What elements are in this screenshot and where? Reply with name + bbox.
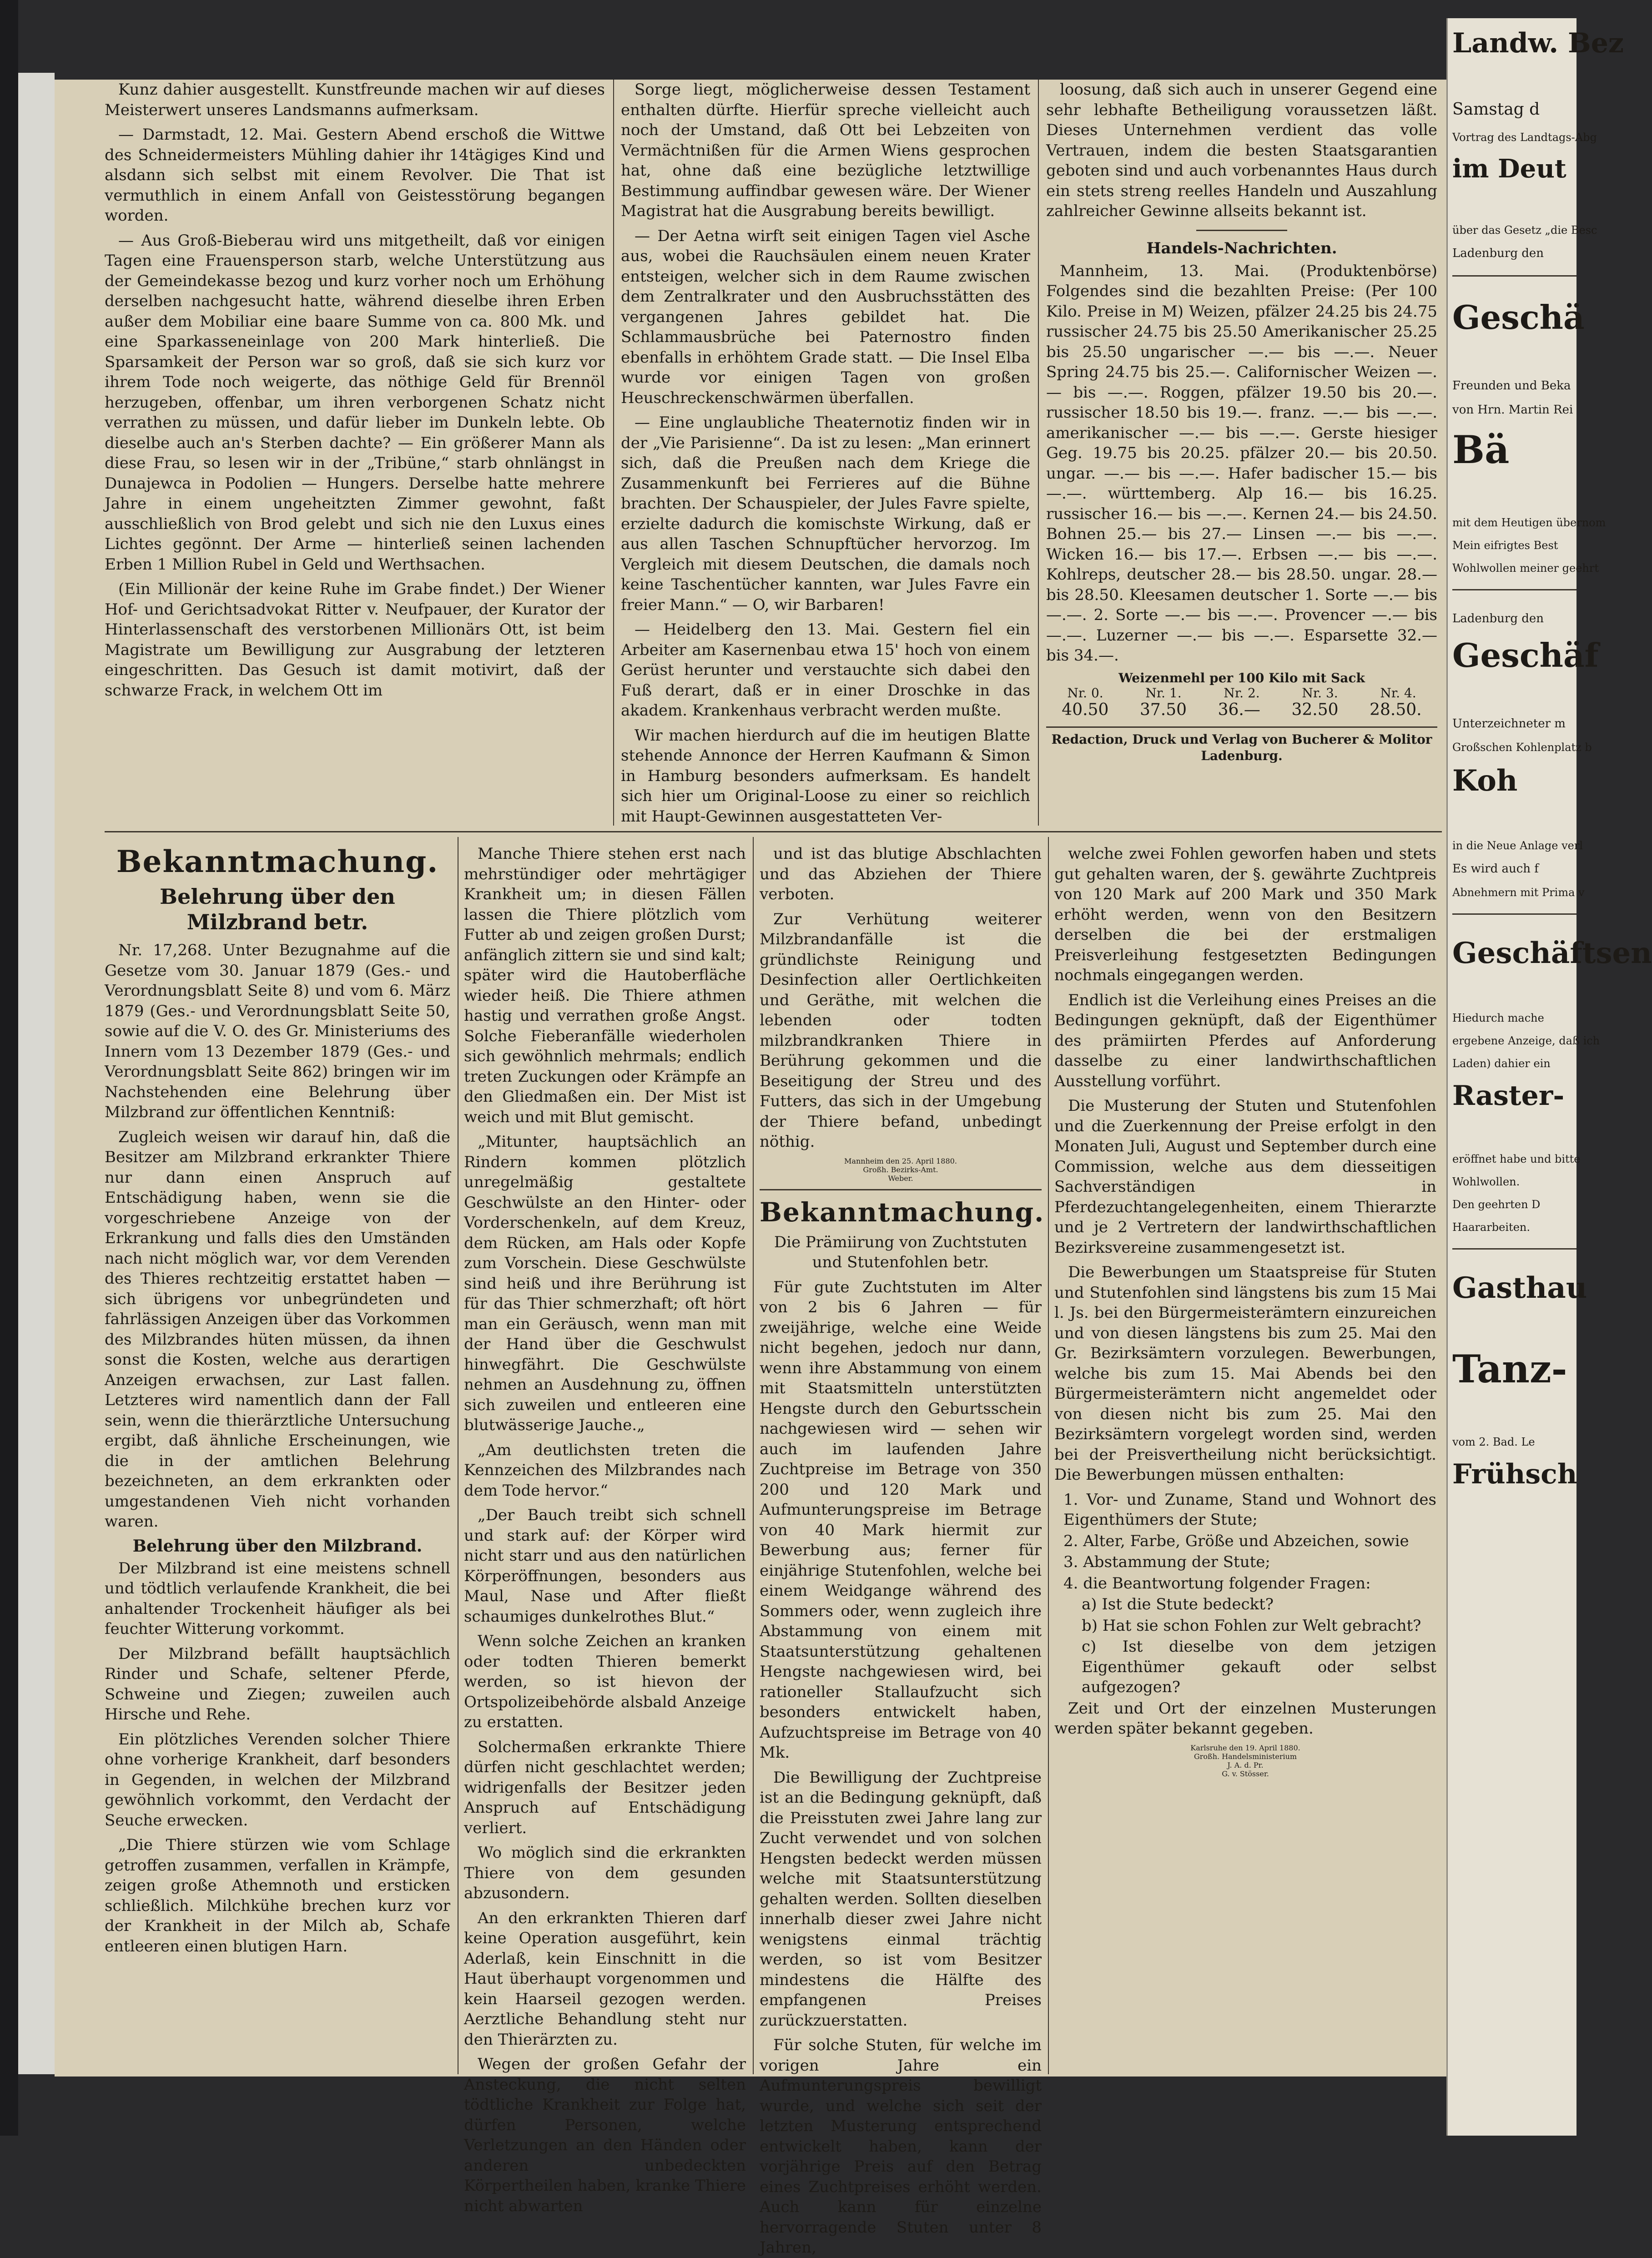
- flour-table-headers: [1046, 685, 1437, 701]
- adjacent-page-text: Freunden und Beka: [1452, 379, 1571, 393]
- adjacent-page-text: Koh: [1452, 764, 1518, 798]
- requirement-list-item: a) Ist die Stute bedeckt?: [1082, 1595, 1274, 1613]
- article-paragraph: Kunz dahier ausgestellt. Kunstfreunde machen wir auf dieses Meisterwert unseres Landsmanns aufmerksam.: [105, 81, 610, 119]
- adjacent-page-text: eröffnet habe und bitte: [1452, 1153, 1581, 1165]
- flour-table-value: 37.50: [1139, 700, 1187, 719]
- adjacent-page-text: Laden) dahier ein: [1452, 1057, 1551, 1070]
- adjacent-page-text: über das Gesetz „die Besc: [1452, 224, 1597, 237]
- notice-paragraph: Für solche Stuten, für welche im vorigen Jahre ein Aufmunterungspreis bewilligt wurde, und welche sich seit der letzten Musterung entsprechend entwickelt haben, kann der vorjährige Preis auf den Betrag eines Zuchtpreises erhöht werden. Auch kann für einzelne hervorragende Stuten unter 8 Jahren,: [760, 2036, 1047, 2257]
- bottom-column-3: [760, 844, 1047, 2257]
- adjacent-page-text: Es wird auch f: [1452, 862, 1539, 876]
- adjacent-page-text: Landw. Bez: [1452, 27, 1624, 59]
- adjacent-page-text: von Hrn. Martin Rei: [1452, 403, 1573, 417]
- adjacent-page-rule: [1452, 1248, 1576, 1250]
- notice-paragraph: Die Bewerbungen um Staatspreise für Stuten und Stutenfohlen sind längstens bis zum 15 Mai l. Js. bei den Bürgermeisterämtern einzureichen und von diesen längstens bis zum 25. Mai den Gr. Bezirksämtern vorzulegen. Bewerbungen, welche bis zum 15. Mai Abends bei den Bürgermeisterämtern nicht angemeldet oder von diesen nicht bis zum 25. Mai den Bezirksämtern vorgelegt worden sind, werden bei der Preisvertheilung nicht berücksichtigt. Die Bewerbungen müssen enthalten:: [1054, 1263, 1441, 1484]
- article-paragraph: — Eine unglaubliche Theaternotiz finden wir in der „Vie Parisienne“. Da ist zu lesen: „Man erinnert sich, daß die Preußen nach dem Kriege die Zusammenkunft bei Ferrieres auf die Bühne brachten. Der Schauspieler, der Jules Favre spielte, erzielte dadurch die komischste Wirkung, daß er aus allen Taschen Schnupftücher hervorzog. Im Vergleich mit diesem Deutschen, die damals noch keine Taschentücher kannten, war Jules Favre ein freier Mann.“ — O, wir Barbaren!: [621, 413, 1035, 614]
- requirement-list-item: 3. Abstammung der Stute;: [1063, 1553, 1270, 1571]
- flour-table-value: 36.—: [1218, 700, 1260, 719]
- column-divider: [613, 80, 614, 826]
- notice1-authority: Großh. Bezirks-Amt.: [863, 1165, 938, 1174]
- notice-paragraph: Ein plötzliches Verenden solcher Thiere ohne vorherige Krankheit, darf besonders in Gegenden, in welchen der Milzbrand gewöhnlich vorkommt, den Verdacht der Seuche erwecken.: [105, 1730, 455, 1830]
- flour-table-header: Nr. 3.: [1302, 685, 1338, 701]
- notice-paragraph: An den erkrankten Thieren darf keine Operation ausgeführt, kein Aderlaß, kein Einschnitt in die Haut überhaupt vorgenommen und kein Haarseil gezogen werden. Aerztliche Behandlung steht nur den Thierärzten zu.: [464, 1909, 751, 2049]
- top-column-3: [1046, 80, 1442, 826]
- notice-paragraph: Der Milzbrand befällt hauptsächlich Rinder und Schafe, seltener Pferde, Schweine und Ziegen; zuweilen auch Hirsche und Rehe.: [105, 1644, 455, 1724]
- notice-paragraph: Wenn solche Zeichen an kranken oder todten Thieren bemerkt werden, so ist hievon der Ortspolizeibehörde alsbald Anzeige zu erstatten.: [464, 1632, 751, 1731]
- notice2-abbr: J. A. d. Pr.: [1227, 1760, 1264, 1769]
- requirement-list-item: 2. Alter, Farbe, Größe und Abzeichen, sowie: [1063, 1532, 1409, 1550]
- adjacent-page-text: Abnehmern mit Prima v: [1452, 886, 1585, 899]
- adjacent-page-fragment: [1446, 18, 1652, 2136]
- article-paragraph: Wir machen hierdurch auf die im heutigen Blatte stehende Annonce der Herren Kaufmann & Simon in Hamburg besonders aufmerksam. Es handelt sich hier um Original-Loose zu einer so reichlich mit Haupt-Gewinnen ausgestatteten Ver-: [621, 726, 1035, 826]
- notice-paragraph: „Am deutlichsten treten die Kennzeichen des Milzbrandes nach dem Tode hervor.“: [464, 1441, 751, 1500]
- notice-paragraph: Zugleich weisen wir darauf hin, daß die Besitzer am Milzbrand erkrankter Thiere nur dann einen Anspruch auf Entschädigung haben, wenn sie die vorgeschriebene Anzeige von der Erkrankung und falls dies den Umständen nach nicht möglich war, vor dem Verenden des Thieres rechtzeitig erstattet haben — sich übrigens vor unbegründeten und fahrlässigen Anzeigen über das Vorkommen des Milzbrandes hüten müssen, da ihnen sonst die Kosten, welche aus derartigen Anzeigen erwachsen, zur Last fallen. Letzteres wird namentlich dann der Fall sein, wenn die thierärztliche Untersuchung ergibt, daß ähnliche Erscheinungen, wie die in der amtlichen Belehrung bezeichneten, an dem erkrankten oder umgestandenen Vieh nicht vorhanden waren.: [105, 1128, 455, 1531]
- adjacent-page-text: Wohlwollen.: [1452, 1175, 1520, 1188]
- notice-paragraph: Für gute Zuchtstuten im Alter von 2 bis 6 Jahren — für zweijährige, welche eine Weide nicht begehen, jedoch nur dann, wenn ihre Abstammung von einem mit Staatsmitteln unterstützten Hengste durch den Geburtsschein nachgewiesen wird — sehen wir auch im laufenden Jahre Zuchtpreise im Betrage von 350 200 und 120 Mark und Aufmunterungspreise im Betrage von 40 Mark hiermit zur Bewerbung aus; ferner für einjährige Stutenfohlen, welche bei einem Weidgange während des Sommers oder, wenn zugleich ihre Abstammung von einem mit Staatsunterstützung gehaltenen Hengste nachgewiesen wird, bei rationeller Stallaufzucht sich besonders entwickelt haben, Aufzuchtspreise im Betrage von 40 Mk.: [760, 1278, 1047, 1762]
- requirement-list-item: c) Ist dieselbe von dem jetzigen Eigenthümer gekauft oder selbst aufgezogen?: [1082, 1638, 1441, 1696]
- adjacent-page-text: Unterzeichneter m: [1452, 717, 1566, 731]
- adjacent-page-text: ergebene Anzeige, daß ich: [1452, 1034, 1600, 1047]
- notice-paragraph: Zur Verhütung weiterer Milzbrandanfälle ist die gründlichste Reinigung und Desinfection aller Oertlichkeiten und Geräthe, mit welchen die lebenden oder todten milzbrandkranken Thiere in Berührung gekommen und die Beseitigung der Streu und des Futters, das sich in der Umgebung der Thiere befand, unbedingt nöthig.: [760, 910, 1047, 1151]
- adjacent-page-text: in die Neue Anlage verl: [1452, 839, 1583, 852]
- adjacent-page-text: Großschen Kohlenplatz b: [1452, 741, 1592, 754]
- column-divider: [1038, 80, 1039, 826]
- notice2-title: Bekanntmachung.: [760, 1196, 1045, 1228]
- notice1-subtitle: Belehrung über den Milzbrand betr.: [160, 884, 395, 934]
- adjacent-page-text: Samstag d: [1452, 100, 1540, 119]
- article-paragraph: Sorge liegt, möglicherweise dessen Testament enthalten dürfte. Hierfür spreche vielleicht auch noch der Umstand, daß Ott bei Lebzeiten von Vermächtnißen für die Armen Wiens gesprochen hat, ohne daß eine bezügliche letztwillige Bestimmung auffindbar gewesen wäre. Der Wiener Magistrat hat die Ausgrabung bereits bewilligt.: [621, 81, 1035, 220]
- notice1-date: Mannheim den 25. April 1880.: [844, 1156, 957, 1165]
- adjacent-page-text: Vortrag des Landtags-Abg: [1452, 131, 1597, 144]
- column-divider: [753, 837, 754, 2074]
- adjacent-page-text: Haararbeiten.: [1452, 1221, 1530, 1234]
- notice2-signer: G. v. Stösser.: [1222, 1769, 1269, 1778]
- notice-paragraph: Wo möglich sind die erkrankten Thiere von dem gesunden abzusondern.: [464, 1844, 751, 1902]
- notice-paragraph: Manche Thiere stehen erst nach mehrstündiger oder mehrtägiger Krankheit um; in diesen Fällen lassen die Thiere plötzlich vom Futter ab und zeigen großen Durst; anfänglich zittern sie und sind kalt; später wird die Hautoberfläche wieder heiß. Die Thiere athmen hastig und verrathen große Angst. Solche Fieberanfälle wiederholen sich gewöhnlich mehrmals; endlich treten Zuckungen oder Krämpfe an den Gliedmaßen ein. Der Mist ist weich und mit Blut gemischt.: [464, 845, 751, 1126]
- requirement-list-item: 4. die Beantwortung folgender Fragen:: [1063, 1574, 1371, 1593]
- adjacent-page-text: Geschäftsen: [1452, 936, 1652, 970]
- flour-table-header: Nr. 0.: [1067, 685, 1103, 701]
- flour-table-value: 32.50: [1291, 700, 1339, 719]
- section-rule: [1196, 230, 1287, 231]
- belehrung-title: Belehrung über den Milzbrand.: [132, 1536, 423, 1556]
- notice2-authority: Großh. Handelsministerium: [1194, 1752, 1297, 1761]
- adjacent-page-text: Hiedurch mache: [1452, 1012, 1544, 1024]
- adjacent-page-text: Gasthau: [1452, 1271, 1587, 1305]
- flour-table-value: 40.50: [1062, 700, 1109, 719]
- top-column-1: [105, 80, 610, 821]
- adjacent-page-text: Den geehrten D: [1452, 1198, 1541, 1211]
- notice-paragraph: Die Musterung der Stuten und Stutenfohlen und die Zuerkennung der Preise erfolgt in den Monaten Juli, August und September durch eine Commission, welche aus dem diesseitigen Sachverständigen in Pferdezuchtangelegenheiten, einem Thierarzte und je 2 Vertretern der landwirthschaftlichen Bezirksvereine zusammengesetzt ist.: [1054, 1097, 1441, 1257]
- flour-table-value: 28.50.: [1370, 700, 1422, 719]
- article-paragraph: — Aus Groß-Bieberau wird uns mitgetheilt, daß vor einigen Tagen eine Frauensperson starb, welche Unterstützung aus der Gemeindekasse bezog und kurz vorher noch um Erhöhung derselben nachgesucht hatte, während dieselbe ihren Erben außer dem Mobiliar eine baare Summe von ca. 800 Mk. und eine Sparkasseneinlage von 200 Mark hinterließ. Die Sparsamkeit der Person war so groß, daß sie sich kurz vor ihrem Tode noch weigerte, das nöthige Geld für Brennöl herzugeben, offenbar, um ihren verborgenen Schatz nicht verrathen zu müssen, und dafür lieber im Dunkeln lebte. Ob dieselbe auch an's Sterben dachte? — Ein größerer Mann als diese Frau, so lesen wir in der „Tribüne,“ starb ohnlängst in Dunajewca in Podolien — Hungers. Derselbe hatte mehrere Jahre in einem ungeheitzten Zimmer gewohnt, faßt ausschließlich von Brod gelebt und sich nie den Luxus eines Lichtes gegönnt. Der Arme — hinterließ seinen lachenden Erben 1 Million Rubel in Geld und Werthsachen.: [105, 231, 610, 574]
- adjacent-page-rule: [1452, 275, 1576, 277]
- adjacent-page-text: Tanz-: [1452, 1346, 1567, 1391]
- bottom-column-1: [105, 844, 455, 2072]
- notice-paragraph: und ist das blutige Abschlachten und das Abziehen der Thiere verboten.: [760, 845, 1047, 903]
- flour-table-header: Nr. 4.: [1380, 685, 1416, 701]
- article-paragraph: — Heidelberg den 13. Mai. Gestern fiel ein Arbeiter am Kasernenbau etwa 15' hoch von einem Gerüst herunter und verstauchte sich dabei den Fuß derart, daß er in einer Droschke in das akadem. Krankenhaus verbracht werden mußte.: [621, 620, 1035, 720]
- bottom-column-4: [1054, 844, 1441, 2072]
- adjacent-page-rule: [1452, 913, 1576, 915]
- article-paragraph: loosung, daß sich auch in unserer Gegend eine sehr lebhafte Betheiligung voraussetzen läßt. Dieses Unternehmen verdient das volle Vertrauen, indem die besten Staatsgarantien geboten sind und auch vorbenanntes Haus durch ein stets streng reelles Handeln und Auszahlung zahlreicher Gewinne allseits bekannt ist.: [1046, 81, 1442, 220]
- adjacent-page-text: Mein eifrigtes Best: [1452, 539, 1558, 552]
- adjacent-page-rule: [1452, 589, 1576, 590]
- adjacent-page-text: Ladenburg den: [1452, 247, 1544, 260]
- notice-paragraph: Nr. 17,268. Unter Bezugnahme auf die Gesetze vom 30. Januar 1879 (Ges.- und Verordnungsblatt Seite 8) und vom 6. März 1879 (Ges.- und Verordnungsblatt Seite 50, sowie auf die V. O. des Gr. Ministeriums des Innern vom 13 Dezember 1879 (Ges.- und Verordnungsblatt Seite 862) bringen wir im Nachstehenden eine Belehrung über Milzbrand zur öffentlichen Kenntniß:: [105, 941, 455, 1121]
- notice-paragraph: „Der Bauch treibt sich schnell und stark auf: der Körper wird nicht starr und aus den natürlichen Körperöffnungen, besonders aus Maul, Nase und After fließt schaumiges dunkelrothes Blut.“: [464, 1506, 751, 1626]
- notice-paragraph: welche zwei Fohlen geworfen haben und stets gut gehalten waren, der §. gewährte Zuchtpreis von 120 Mark auf 200 Mark und 350 Mark erhöht werden, wenn von den Besitzern derselben die bei der erstmaligen Preisverleihung festgesetzten Bedingungen nochmals eingegangen werden.: [1054, 845, 1441, 984]
- notice2-date: Karlsruhe den 19. April 1880.: [1190, 1743, 1300, 1752]
- flour-table-title: Weizenmehl per 100 Kilo mit Sack: [1118, 670, 1365, 685]
- adjacent-page-text: mit dem Heutigen übernom: [1452, 516, 1606, 529]
- top-column-2: [621, 80, 1035, 826]
- top-bottom-separator: [105, 831, 1442, 832]
- notice-paragraph: „Mitunter, hauptsächlich an Rindern kommen plötzlich unregelmäßig gestaltete Geschwülste an den Hinter- oder Vorderschenkeln, auf dem Kreuz, dem Rücken, am Hals oder Kopfe zum Vorschein. Diese Geschwülste sind heiß und ihre Berührung ist für das Thier schmerzhaft; oft hört man ein Geräusch, wenn man mit der Hand über die Geschwulst hinwegfährt. Die Geschwülste nehmen an Ausdehnung zu, öffnen sich zuweilen und entleeren eine blutwässerige Jauche.„: [464, 1133, 751, 1434]
- adjacent-page-text: Bä: [1452, 427, 1510, 472]
- article-paragraph: (Ein Millionär der keine Ruhe im Grabe findet.) Der Wiener Hof- und Gerichtsadvokat Ritter v. Neufpauer, der Kurator der Hinterlassenschaft des verstorbenen Millionärs Ott, ist beim Magistrate um Bewilligung zur Ausgrabung der letzteren eingeschritten. Das Gesuch ist damit motivirt, daß der schwarze Frack, in welchem Ott im: [105, 580, 610, 700]
- imprint: Redaction, Druck und Verlag von Bucherer & Molitor Ladenburg.: [1051, 731, 1432, 763]
- adjacent-page-text: Ladenburg den: [1452, 612, 1544, 625]
- flour-table-header: Nr. 2.: [1224, 685, 1260, 701]
- notice-paragraph: Die Bewilligung der Zuchtpreise ist an die Bedingung geknüpft, daß die Preisstuten zwei Jahre lang zur Zucht verwendet und von solchen Hengsten bedeckt werden müssen welche mit Staatsunterstützung gehalten werden. Sollten dieselben innerhalb dieser zwei Jahre nicht wenigstens einmal trächtig werden, so ist vom Besitzer mindestens die Hälfte des empfangenen Preises zurückzuerstatten.: [760, 1768, 1047, 2030]
- notice2-closing: Zeit und Ort der einzelnen Musterungen werden später bekannt gegeben.: [1054, 1699, 1441, 1738]
- notice-paragraph: Solchermaßen erkrankte Thiere dürfen nicht geschlachtet werden; widrigenfalls der Besitzer jeden Anspruch auf Entschädigung verliert.: [464, 1738, 751, 1837]
- notice1-title: Bekanntmachung.: [116, 844, 439, 879]
- adjacent-page-text: Frühsch: [1452, 1458, 1577, 1490]
- notice-paragraph: Endlich ist die Verleihung eines Preises an die Bedingungen geknüpft, daß der Eigenthümer des prämiirten Pferdes auf Anforderung dasselbe zu einer landwirthschaftlichen Ausstellung vorführt.: [1054, 991, 1441, 1090]
- imprint-rule: [1046, 726, 1437, 728]
- adjacent-page-text: im Deut: [1452, 154, 1566, 184]
- newspaper-page: [55, 80, 1446, 2257]
- market-text: Mannheim, 13. Mai. (Produktenbörse) Folgendes sind die bezahlten Preise: (Per 100 Kilo. Preise in M) Weizen, pfälzer 24.25 bis 24.75 russischer 24.75 bis 25.50 Amerikanischer 25.25 bis 25.50 ungarischer —.— bis —.—. Neuer Spring 24.75 bis 25.—. Californischer Weizen —.— bis —.—. Roggen, pfälzer 19.50 bis 20.—. russischer 18.50 bis 19.—. franz. —.— bis —.—. amerikanischer —.— bis —.—. Gerste hiesiger Geg. 19.75 bis 20.25. pfälzer 20.— bis 20.50. ungar. —.— bis —.—. Hafer badischer 15.— bis —.—. württemberg. Alp 16.— bis 16.25. russischer 16.— bis —.—. Kernen 24.— bis 24.50. Bohnen 25.— bis 27.— Linsen —.— bis —.—. Wicken 16.— bis 17.—. Erbsen —.— bis —.—. Kohlreps, deutscher 28.— bis 28.50. ungar. 28.— bis 28.50. Kleesamen deutscher 1. Sorte —.— bis —.—. 2. Sorte —.— bis —.—. Provencer —.— bis —.—. Luzerner —.— bis —.—. Esparsette 32.— bis 34.—.: [1046, 262, 1442, 665]
- notice-paragraph: Der Milzbrand ist eine meistens schnell und tödtlich verlaufende Krankheit, die bei anhaltender Trockenheit häufiger als bei feuchter Witterung vorkommt.: [105, 1559, 455, 1638]
- article-paragraph: — Darmstadt, 12. Mai. Gestern Abend erschoß die Wittwe des Schneidermeisters Mühling dahier ihr 14tägiges Kind und alsdann sich selbst mit einem Revolver. Die That ist vermuthlich in einem Anfall von Geistesstörung begangen worden.: [105, 126, 610, 225]
- binder-edge: [18, 73, 55, 2074]
- requirement-list-item: 1. Vor- und Zuname, Stand und Wohnort des Eigenthümers der Stute;: [1063, 1490, 1441, 1529]
- notice-paragraph: „Die Thiere stürzen wie vom Schlage getroffen zusammen, verfallen in Krämpfe, zeigen große Athemnoth und ersticken schließlich. Milchkühe brechen kurz vor der Krankheit in der Milch ab, Schafe entleeren einen blutigen Harn.: [105, 1836, 455, 1956]
- requirement-list-item: b) Hat sie schon Fohlen zur Welt gebracht?: [1082, 1616, 1421, 1635]
- column-divider: [1048, 837, 1049, 2074]
- notice1-signer: Weber.: [888, 1174, 913, 1183]
- adjacent-page-text: Geschäf: [1452, 636, 1599, 675]
- adjacent-page-text: Wohlwollen meiner geehrt: [1452, 562, 1599, 575]
- notice-paragraph: Wegen der großen Gefahr der Ansteckung, die nicht selten tödtliche Krankheit zur Folge hat, dürfen Personen, welche Verletzungen an den Händen oder anderen unbedeckten Körpertheilen haben, kranke Thiere nicht abwarten: [464, 2055, 751, 2215]
- market-title: Handels-Nachrichten.: [1146, 239, 1337, 257]
- notice2-subtitle: Die Prämiirung von Zuchtstuten und Stutenfohlen betr.: [774, 1233, 1032, 1271]
- adjacent-page-text: vom 2. Bad. Le: [1452, 1436, 1535, 1448]
- article-paragraph: — Der Aetna wirft seit einigen Tagen viel Asche aus, wobei die Rauchsäulen einem neuen Krater entsteigen, welcher sich in dem Raume zwischen dem Zentralkrater und den Ausbruchsstätten des vergangenen Jahres gebildet hat. Die Schlammausbrüche bei Paternostro finden ebenfalls in erhöhtem Grade statt. — Die Insel Elba wurde vor einigen Tagen von großen Heuschreckenschwärmen überfallen.: [621, 227, 1035, 407]
- adjacent-page-text: Geschä: [1452, 298, 1585, 337]
- binder-background: [0, 0, 18, 2136]
- flour-table-header: Nr. 1.: [1145, 685, 1182, 701]
- adjacent-page-text: Raster-: [1452, 1080, 1565, 1112]
- flour-table-values: [1046, 701, 1437, 719]
- bottom-column-2: [464, 844, 751, 2215]
- notice-rule: [760, 1189, 1042, 1190]
